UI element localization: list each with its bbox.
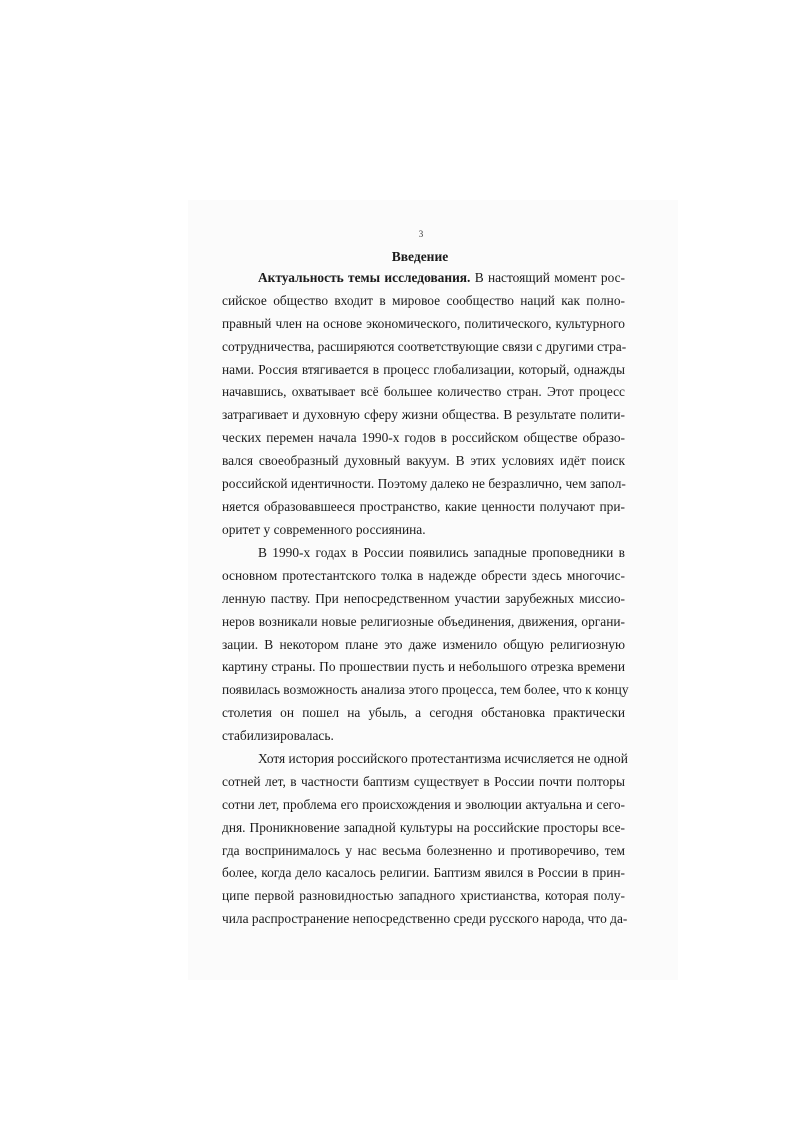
paragraph-line: В 1990-х годах в России появились западные проповедники в [258,545,625,560]
paragraph-line: более, когда дело касалось религии. Баптизм явился в России в прин- [222,865,625,881]
paragraph-2 [222,542,629,748]
paragraph-line: начавшись, охватывает всё большее количество стран. Этот процесс [222,384,625,400]
section-heading: Введение [391,249,449,264]
paragraph-line: ципе первой разновидностью западного христианства, которая полу- [222,888,625,904]
paragraph-line: правный член на основе экономического, политического, культурного [222,315,625,331]
paragraph-line: сотней лет, в частности баптизм существует в России почти полторы [222,773,625,789]
paragraph-line: неров возникали новые религиозные объединения, движения, органи- [222,613,625,629]
paragraph-line: оритет у современного россиянина. [222,521,426,537]
paragraph-line: зации. В некотором плане это даже изменило общую религиозную [222,636,625,652]
paragraph-line: сотрудничества, расширяются соответствующие связи с другими стра- [222,338,627,354]
paragraph-line: основном протестантского толка в надежде обрести здесь многочис- [222,567,625,583]
paragraph-3 [222,748,628,931]
paragraph-line: столетия он пошел на убыль, а сегодня обстановка практически [222,705,625,721]
paragraph-lead-bold: Актуальность темы исследования. [258,270,471,285]
paragraph-line: сийское общество входит в мировое сообщество наций как полно- [222,292,625,308]
paragraph-line: ческих перемен начала 1990-х годов в российском обществе образо- [222,430,625,446]
page-number: 3 [418,229,424,239]
paragraph-line: затрагивает и духовную сферу жизни общества. В результате полити- [222,407,625,423]
paragraph-1 [222,267,625,542]
paragraph-line: нами. Россия втягивается в процесс глобализации, который, однажды [222,361,625,377]
paragraph-line: сотни лет, проблема его происхождения и эволюции актуальна и сего- [222,796,625,812]
paragraph-line: Актуальность темы исследования. В настоящий момент рос- [258,270,625,285]
paragraph-line: российской идентичности. Поэтому далеко не безразлично, чем запол- [222,476,626,492]
paragraph-line: гда воспринималось у нас весьма болезненно и противоречиво, тем [222,842,625,858]
paragraph-line: появилась возможность анализа этого процесса, тем более, что к концу [222,682,629,698]
paragraph-line: стабилизировалась. [222,728,334,744]
paragraph-line: чила распространение непосредственно среди русского народа, что да- [222,911,628,927]
paragraph-line: дня. Проникновение западной культуры на российские просторы все- [222,819,625,835]
paragraph-line: няется образовавшееся пространство, какие ценности получают при- [222,498,625,514]
paragraph-line: Хотя история российского протестантизма исчисляется не одной [258,751,628,766]
paragraph-line: ленную паству. При непосредственном участии зарубежных миссио- [222,590,625,606]
paragraph-line: картину страны. По прошествии пусть и небольшого отрезка времени [222,659,625,675]
paragraph-line: вался своеобразный духовный вакуум. В этих условиях идёт поиск [222,453,625,469]
